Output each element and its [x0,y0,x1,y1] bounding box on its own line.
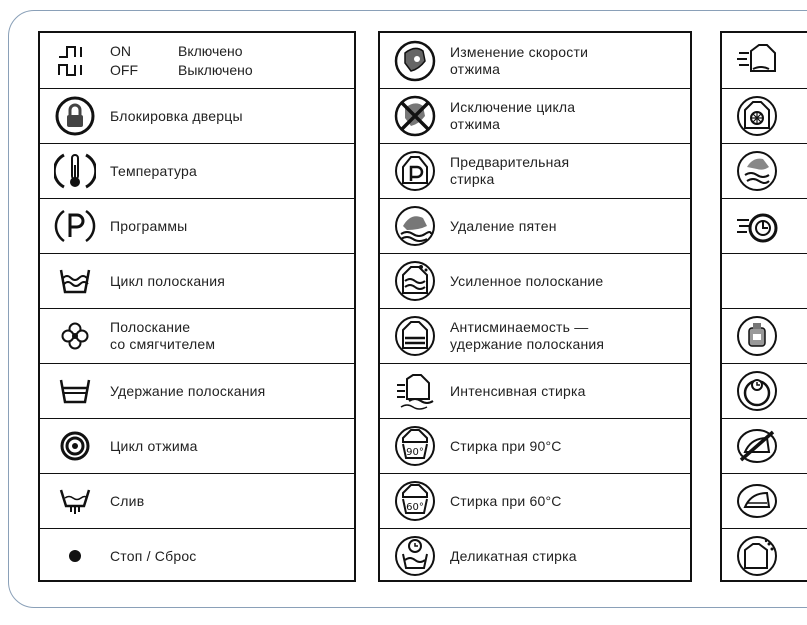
item-label-line1: Изменение скорости [450,43,589,60]
rinse-cycle-icon [40,254,110,308]
list-item [380,528,690,583]
item-label-line2: со смягчителем [110,336,216,352]
list-item [722,418,807,473]
stop-dot-icon [40,529,110,583]
item-label: Цикл полоскания [110,272,226,289]
list-item [722,528,807,583]
on-off-switch-icon [40,33,110,88]
badge-60: 60° [406,502,424,513]
item-label: Стирка при 90°С [450,437,562,454]
symbols-column-1 [38,31,356,582]
on-desc: Включено [178,42,243,59]
list-item [380,418,690,473]
quick-wash-icon [722,33,792,88]
list-item [722,473,807,528]
list-item [380,308,690,363]
list-item [722,33,807,88]
drain-icon [40,474,110,528]
softener-flower-icon [40,309,110,363]
rinse-hold-icon [40,364,110,418]
no-iron-icon [722,419,792,473]
item-label: Усиленное полоскание [450,272,604,289]
list-item [40,253,354,308]
list-item [722,88,807,143]
anti-crease-icon [380,309,450,363]
list-item [380,198,690,253]
item-label: Удержание полоскания [110,382,266,399]
stain-removal-icon [380,199,450,253]
delicate-wash-icon [380,529,450,583]
easy-iron-icon [722,474,792,528]
list-item [722,308,807,363]
no-spin-icon [380,89,450,143]
symbols-column-2 [378,31,692,582]
item-label: Удаление пятен [450,217,557,234]
item-label: Температура [110,162,197,179]
on-label: ON [110,42,131,59]
badge-90: 90° [406,447,424,458]
wash-60-icon [380,474,450,528]
item-label-line1: Предварительная [450,154,570,170]
item-label: Деликатная стирка [450,547,577,564]
list-item [380,363,690,418]
timer-bottle-icon [722,309,792,363]
list-item [722,143,807,198]
list-item [40,33,354,88]
off-desc: Выключено [178,61,253,78]
spin-speed-icon [380,33,450,88]
off-label: OFF [110,61,138,78]
item-label: Блокировка дверцы [110,107,243,124]
door-lock-icon [40,89,110,143]
cotton-icon [722,89,792,143]
symbols-column-3 [720,31,807,582]
item-label-line2: стирка [450,171,495,187]
item-label: Цикл отжима [110,437,198,454]
list-item [380,253,690,308]
list-item [380,33,690,88]
prewash-icon [380,144,450,198]
thermometer-icon [40,144,110,198]
item-label: Программы [110,217,188,234]
list-item [380,473,690,528]
intensive-wash-icon [380,364,450,418]
list-item [722,198,807,253]
hand-wash-icon [722,144,792,198]
item-label: Интенсивная стирка [450,382,586,399]
list-item [40,418,354,473]
item-label: Слив [110,492,145,509]
list-item [40,528,354,583]
item-label-line2: удержание полоскания [450,336,605,352]
program-p-icon [40,199,110,253]
list-item [40,198,354,253]
wash-90-icon [380,419,450,473]
list-item [722,253,807,308]
list-item [380,88,690,143]
list-item [40,88,354,143]
eco-icon [722,364,792,418]
sparkle-shirt-icon [722,529,792,583]
list-item [722,363,807,418]
item-label-line1: Исключение цикла [450,99,576,115]
spin-spiral-icon [40,419,110,473]
list-item [40,363,354,418]
list-item [380,143,690,198]
extra-rinse-icon [380,254,450,308]
list-item [40,473,354,528]
item-label: Стирка при 60°С [450,492,562,509]
item-label-line2: отжима [450,60,501,77]
item-label: Стоп / Сброс [110,547,197,564]
item-label-line2: отжима [450,116,501,132]
list-item [40,308,354,363]
fast-timer-icon [722,199,792,253]
item-label-line1: Полоскание [110,319,191,335]
item-label-line1: Антисминаемость — [450,319,589,335]
list-item [40,143,354,198]
